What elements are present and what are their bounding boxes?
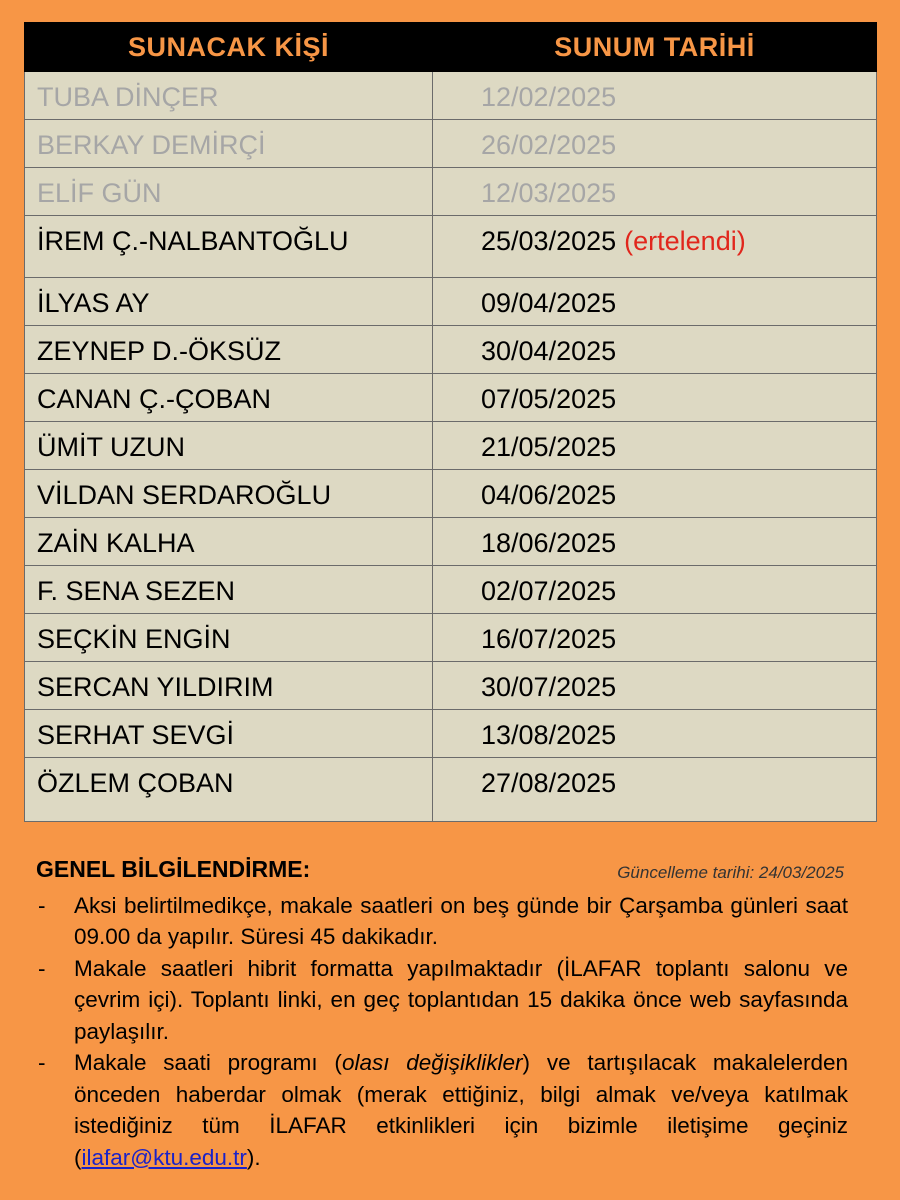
table-row <box>25 72 877 120</box>
table-row <box>25 614 877 662</box>
info-italic-text: olası değişiklikler <box>341 1050 523 1075</box>
presenter-cell <box>25 72 433 120</box>
presentation-date: 13/08/2025 <box>481 720 617 750</box>
presentation-date: 25/03/2025 <box>481 226 617 256</box>
bullet-dash: - <box>38 892 46 918</box>
presenter-cell <box>25 758 433 822</box>
date-cell-content <box>433 278 876 319</box>
presenter-name: ZEYNEP D.-ÖKSÜZ <box>37 336 282 366</box>
date-cell <box>433 278 877 326</box>
presenter-cell <box>25 470 433 518</box>
presentation-date: 27/08/2025 <box>481 768 617 798</box>
date-cell-content <box>433 120 876 161</box>
table-header-row <box>25 23 877 72</box>
table-row <box>25 326 877 374</box>
date-cell-content <box>433 614 876 655</box>
date-cell-content <box>433 470 876 511</box>
presenter-cell <box>25 326 433 374</box>
date-cell <box>433 120 877 168</box>
bullet-dash: - <box>38 1050 46 1075</box>
info-item <box>36 1047 848 1173</box>
date-cell-content <box>433 216 876 257</box>
presenter-cell <box>25 518 433 566</box>
date-cell-content <box>433 758 876 799</box>
header-presenter: SUNACAK KİŞİ <box>25 23 433 72</box>
date-cell <box>433 662 877 710</box>
info-text-part: ). <box>246 1144 261 1170</box>
presenter-cell <box>25 614 433 662</box>
date-cell-content <box>433 168 876 209</box>
info-item-text <box>74 1047 848 1173</box>
info-item-text: Makale saatleri hibrit formatta yapılmaktadır (İLAFAR toplantı salonu ve çevrim içi). Toplantı linki, en geç toplantıdan 15 dakika önce web sayfasında paylaşılır. <box>74 955 848 1044</box>
presentation-date: 26/02/2025 <box>481 130 617 160</box>
presenter-name: TUBA DİNÇER <box>37 82 219 112</box>
presentation-date: 12/02/2025 <box>481 82 617 112</box>
presentation-date: 16/07/2025 <box>481 624 617 654</box>
presenter-name: F. SENA SEZEN <box>37 576 236 606</box>
table-row <box>25 374 877 422</box>
postponed-note: (ertelendi) <box>624 226 746 256</box>
date-cell <box>433 216 877 278</box>
presentation-date: 21/05/2025 <box>481 432 617 462</box>
date-cell-content <box>433 662 876 703</box>
info-item <box>36 953 848 1048</box>
presenter-name: BERKAY DEMİRÇİ <box>37 130 266 160</box>
table-row <box>25 470 877 518</box>
presenter-name: İLYAS AY <box>37 288 150 318</box>
date-cell <box>433 710 877 758</box>
date-cell <box>433 470 877 518</box>
update-date: Güncelleme tarihi: 24/03/2025 <box>617 863 844 882</box>
email-link[interactable]: ilafar@ktu.edu.tr <box>81 1144 247 1170</box>
presenter-name: İREM Ç.-NALBANTOĞLU <box>37 226 349 256</box>
presenter-cell <box>25 566 433 614</box>
info-item-text: Aksi belirtilmedikçe, makale saatleri on beş günde bir Çarşamba günleri saat 09.00 da yapılır. Süresi 45 dakikadır. <box>74 892 848 949</box>
info-item <box>36 890 848 953</box>
date-cell-content <box>433 710 876 751</box>
schedule-table <box>24 22 877 822</box>
table-row <box>25 422 877 470</box>
table-row <box>25 662 877 710</box>
presenter-name: ZAİN KALHA <box>37 528 195 558</box>
presenter-name: SEÇKİN ENGİN <box>37 624 231 654</box>
date-cell-content <box>433 566 876 607</box>
presenter-cell <box>25 662 433 710</box>
date-cell <box>433 168 877 216</box>
presenter-name: SERHAT SEVGİ <box>37 720 235 750</box>
date-cell <box>433 566 877 614</box>
presentation-date: 02/07/2025 <box>481 576 617 606</box>
date-cell-content <box>433 72 876 113</box>
presenter-name: SERCAN YILDIRIM <box>37 672 274 702</box>
date-cell-content <box>433 518 876 559</box>
presenter-name: ÜMİT UZUN <box>37 432 185 462</box>
presenter-cell <box>25 168 433 216</box>
presentation-date: 07/05/2025 <box>481 384 617 414</box>
presenter-cell <box>25 710 433 758</box>
info-title: GENEL BİLGİLENDİRME: <box>36 856 311 882</box>
general-info <box>36 854 848 1173</box>
presentation-date: 30/04/2025 <box>481 336 617 366</box>
table-row <box>25 168 877 216</box>
table-body <box>25 72 877 822</box>
date-cell <box>433 422 877 470</box>
date-cell-content <box>433 422 876 463</box>
presenter-name: ÖZLEM ÇOBAN <box>37 768 234 798</box>
table-row <box>25 278 877 326</box>
presentation-date: 04/06/2025 <box>481 480 617 510</box>
date-cell <box>433 72 877 120</box>
info-list <box>36 890 848 1174</box>
presenter-cell <box>25 422 433 470</box>
table-row <box>25 120 877 168</box>
date-cell <box>433 614 877 662</box>
table-row <box>25 758 877 822</box>
table-row <box>25 710 877 758</box>
date-cell <box>433 326 877 374</box>
date-cell-content <box>433 374 876 415</box>
presentation-date: 18/06/2025 <box>481 528 617 558</box>
presenter-name: VİLDAN SERDAROĞLU <box>37 480 332 510</box>
bullet-dash: - <box>38 955 46 981</box>
date-cell <box>433 374 877 422</box>
date-cell-content <box>433 326 876 367</box>
table-row <box>25 518 877 566</box>
info-text-part: ) ve tartışılacak makalelerden önceden haberdar olmak (merak ettiğiniz, bilgi almak ve/veya katılmak istediğiniz tüm İLAFAR etkinlikleri için bizimle iletişime geçiniz ( <box>74 1050 849 1170</box>
presenter-cell <box>25 374 433 422</box>
date-cell <box>433 518 877 566</box>
presentation-date: 09/04/2025 <box>481 288 617 318</box>
info-text-part: Makale saati programı ( <box>74 1050 342 1075</box>
presenter-name: CANAN Ç.-ÇOBAN <box>37 384 272 414</box>
presentation-date: 12/03/2025 <box>481 178 617 208</box>
presenter-cell <box>25 278 433 326</box>
presenter-cell <box>25 120 433 168</box>
header-date: SUNUM TARİHİ <box>433 23 877 72</box>
presentation-date: 30/07/2025 <box>481 672 617 702</box>
date-cell <box>433 758 877 822</box>
table-row <box>25 216 877 278</box>
presenter-name: ELİF GÜN <box>37 178 162 208</box>
presenter-cell <box>25 216 433 278</box>
table-row <box>25 566 877 614</box>
